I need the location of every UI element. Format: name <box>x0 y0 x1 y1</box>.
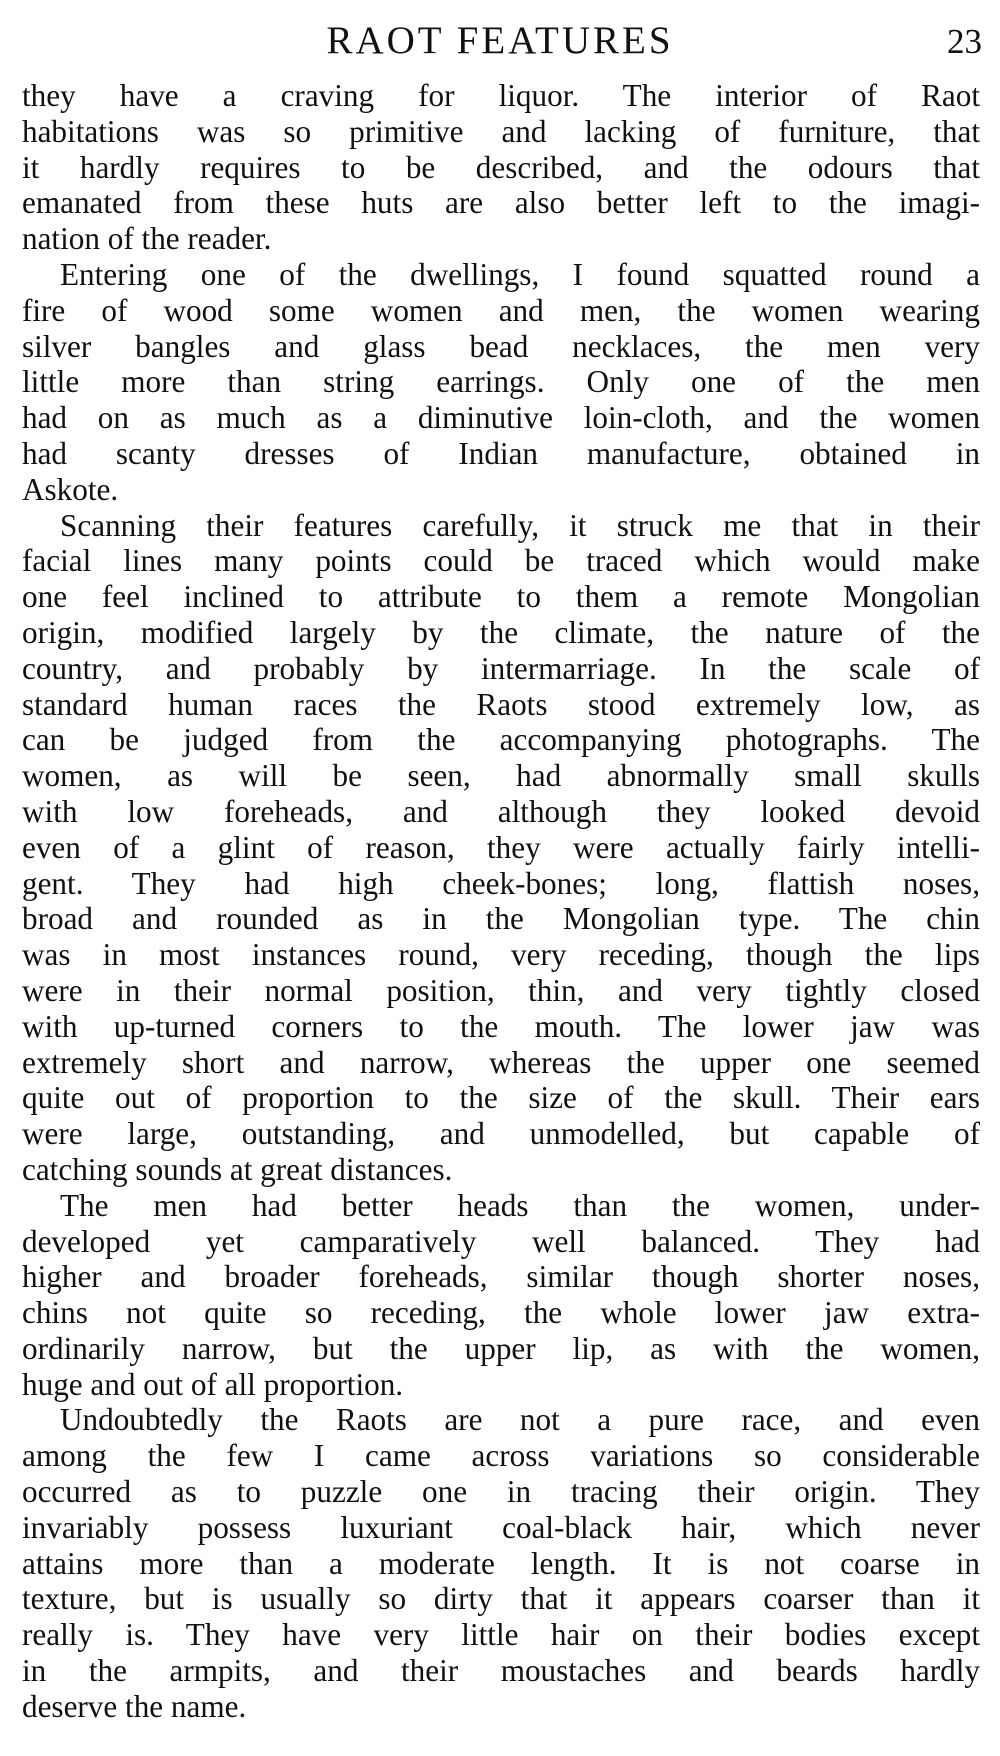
text-line: Undoubtedly the Raots are not a pure race, and even <box>60 1402 980 1438</box>
text-line: catching sounds at great distances. <box>22 1151 453 1187</box>
text-line: emanated from these huts are also better left to the imagi- <box>22 185 980 221</box>
text-line: ordinarily narrow, but the upper lip, as with the women, <box>22 1330 980 1366</box>
text-line: with up-turned corners to the mouth. The lower jaw was <box>22 1008 980 1044</box>
text-line: was in most instances round, very receding, though the lips <box>22 937 980 973</box>
paragraph <box>22 1188 980 1403</box>
text-line: silver bangles and glass bead necklaces, the men very <box>22 328 980 364</box>
text-line: they have a craving for liquor. The interior of Raot <box>22 78 980 113</box>
text-line: with low foreheads, and although they looked devoid <box>22 793 980 829</box>
text-line: it hardly requires to be described, and the odours that <box>22 149 980 185</box>
text-line: Scanning their features carefully, it struck me that in their <box>60 507 980 543</box>
text-line: Askote. <box>22 471 119 507</box>
text-line: attains more than a moderate length. It is not coarse in <box>22 1545 980 1581</box>
text-line: huge and out of all proportion. <box>22 1366 404 1402</box>
text-line: one feel inclined to attribute to them a remote Mongolian <box>22 579 980 615</box>
text-line: texture, but is usually so dirty that it appears coarser than it <box>22 1581 980 1617</box>
paragraph <box>22 78 980 257</box>
text-line: invariably possess luxuriant coal-black hair, which never <box>22 1509 980 1545</box>
text-line: Entering one of the dwellings, I found squatted round a <box>60 256 980 292</box>
text-line: facial lines many points could be traced which would make <box>22 543 980 579</box>
text-line: gent. They had high cheek-bones; long, flattish noses, <box>22 865 980 901</box>
text-line: had scanty dresses of Indian manufacture, obtained in <box>22 435 980 471</box>
body-text <box>22 78 980 1725</box>
text-line: nation of the reader. <box>22 221 272 257</box>
text-line: had on as much as a diminutive loin-cloth, and the women <box>22 400 980 436</box>
running-title: RAOT FEATURES <box>326 19 674 62</box>
text-line: were large, outstanding, and unmodelled, but capable of <box>22 1116 980 1152</box>
text-line: The men had better heads than the women, under- <box>60 1187 980 1223</box>
text-line: in the armpits, and their moustaches and beards hardly <box>22 1653 980 1689</box>
text-line: origin, modified largely by the climate, the nature of the <box>22 614 980 650</box>
text-line: even of a glint of reason, they were actually fairly intelli- <box>22 829 980 865</box>
text-line: little more than string earrings. Only one of the men <box>22 364 980 400</box>
text-line: can be judged from the accompanying photographs. The <box>22 722 980 758</box>
text-line: among the few I came across variations so considerable <box>22 1438 980 1474</box>
text-line: higher and broader foreheads, similar though shorter noses, <box>22 1259 980 1295</box>
text-line: habitations was so primitive and lacking of furniture, that <box>22 113 980 149</box>
text-line: broad and rounded as in the Mongolian type. The chin <box>22 901 980 937</box>
text-line: really is. They have very little hair on their bodies except <box>22 1617 980 1653</box>
paragraph <box>22 508 980 1188</box>
paragraph <box>22 1402 980 1724</box>
paragraph <box>22 257 980 508</box>
text-line: developed yet camparatively well balanced. They had <box>22 1223 980 1259</box>
page-number: 23 <box>947 22 982 61</box>
text-line: women, as will be seen, had abnormally small skulls <box>22 758 980 794</box>
text-line: country, and probably by intermarriage. In the scale of <box>22 650 980 686</box>
text-line: standard human races the Raots stood extremely low, as <box>22 686 980 722</box>
text-line: fire of wood some women and men, the women wearing <box>22 292 980 328</box>
text-line: occurred as to puzzle one in tracing their origin. They <box>22 1474 980 1510</box>
text-line: chins not quite so receding, the whole lower jaw extra- <box>22 1295 980 1331</box>
text-line: quite out of proportion to the size of the skull. Their ears <box>22 1080 980 1116</box>
text-line: deserve the name. <box>22 1688 247 1724</box>
text-line: extremely short and narrow, whereas the upper one seemed <box>22 1044 980 1080</box>
text-line: were in their normal position, thin, and very tightly closed <box>22 972 980 1008</box>
